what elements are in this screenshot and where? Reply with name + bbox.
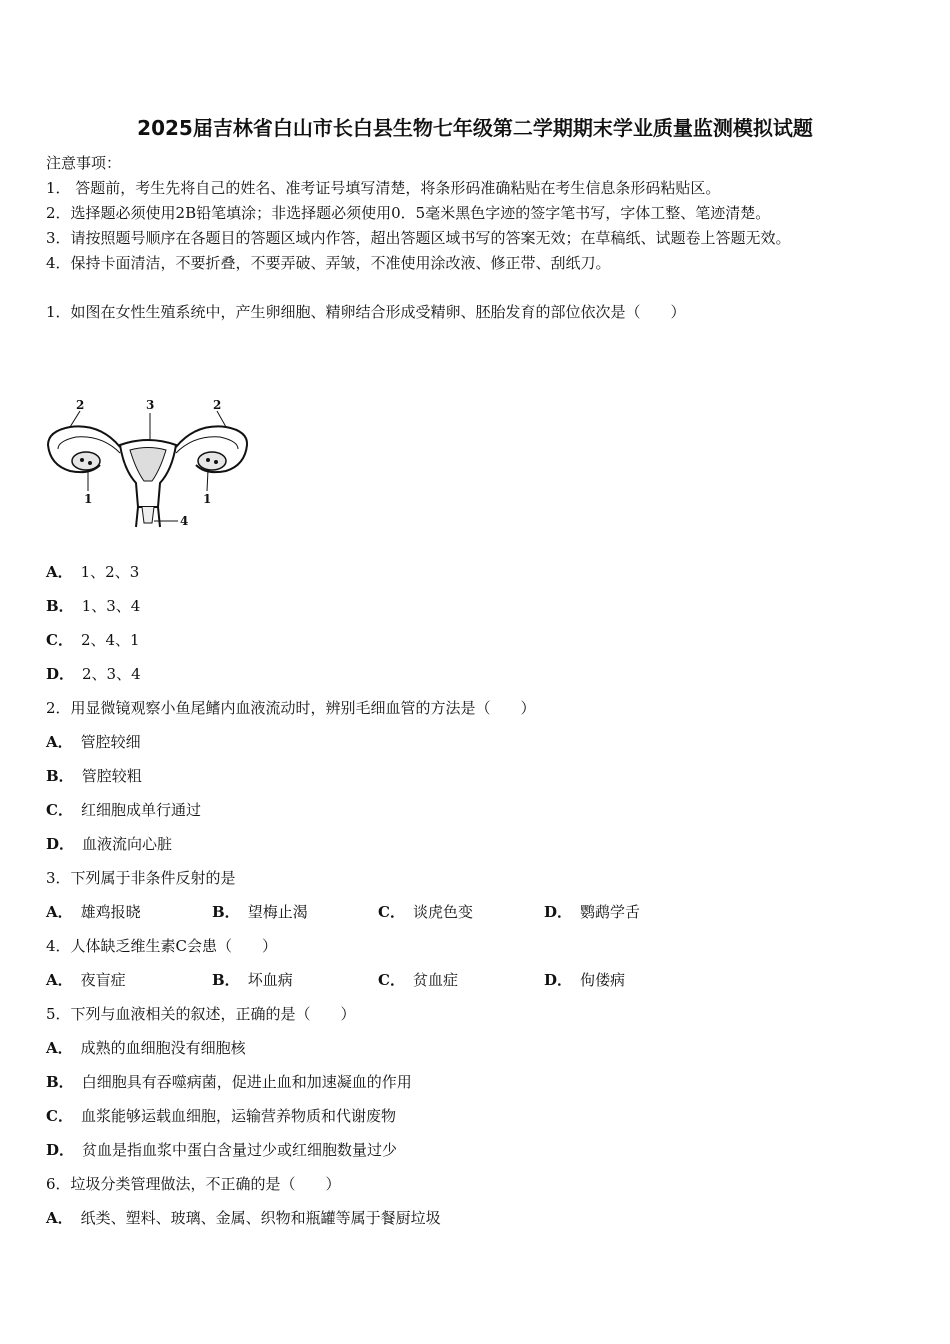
label-1-right: 1: [203, 492, 212, 506]
notice-item: 4．保持卡面清洁，不要折叠，不要弄破、弄皱，不准使用涂改液、修正带、刮纸刀。: [46, 254, 611, 272]
question-stem: 4．人体缺乏维生素C会患（ ）: [46, 937, 278, 955]
option-row: A． 1、2、3: [46, 563, 140, 581]
option-row: A． 夜盲症 B． 坏血病 C． 贫血症 D． 佝偻病: [46, 971, 626, 989]
option-row: A． 管腔较细: [46, 733, 141, 751]
notice-heading: 注意事项：: [46, 154, 122, 172]
option-row: C． 血浆能够运载血细胞，运输营养物质和代谢废物: [46, 1107, 396, 1125]
question-stem: 2．用显微镜观察小鱼尾鳍内血液流动时，辨别毛细血管的方法是（ ）: [46, 699, 536, 717]
option-row: D． 血液流向心脏: [46, 835, 173, 853]
question-stem: 5．下列与血液相关的叙述，正确的是（ ）: [46, 1005, 356, 1023]
notice-item: 2．选择题必须使用2B铅笔填涂；非选择题必须使用0．5毫米黑色字迹的签字笔书写，字体工整、笔迹清楚。: [46, 204, 771, 222]
label-4: 4: [180, 514, 189, 528]
notice-item: 1． 答题前，考生先将自己的姓名、准考证号填写清楚，将条形码准确粘贴在考生信息条形码粘贴区。: [46, 179, 721, 197]
label-2-left: 2: [76, 398, 85, 412]
option-row: B． 白细胞具有吞噬病菌，促进止血和加速凝血的作用: [46, 1073, 412, 1091]
question-stem: 3．下列属于非条件反射的是: [46, 869, 236, 887]
question-stem: 1．如图在女性生殖系统中，产生卵细胞、精卵结合形成受精卵、胚胎发育的部位依次是（ ）: [46, 303, 686, 321]
notice-item: 3．请按照题号顺序在各题目的答题区域内作答，超出答题区域书写的答案无效；在草稿纸、试题卷上答题无效。: [46, 229, 791, 247]
option-row: A． 成熟的血细胞没有细胞核: [46, 1039, 246, 1057]
option-row: C． 红细胞成单行通过: [46, 801, 201, 819]
option-row: C． 2、4、1: [46, 631, 140, 649]
label-2-right: 2: [213, 398, 222, 412]
page-title: 2025届吉林省白山市长白县生物七年级第二学期期末学业质量监测模拟试题: [137, 116, 813, 140]
option-row: A． 雄鸡报晓 B． 望梅止渴 C． 谈虎色变 D． 鹦鹉学舌: [46, 903, 641, 921]
label-1-left: 1: [84, 492, 93, 506]
option-row: B． 管腔较粗: [46, 767, 142, 785]
option-row: B． 1、3、4: [46, 597, 141, 615]
question-stem: 6．垃圾分类管理做法，不正确的是（ ）: [46, 1175, 341, 1193]
option-row: A． 纸类、塑料、玻璃、金属、织物和瓶罐等属于餐厨垃圾: [46, 1209, 441, 1227]
option-row: D． 贫血是指血浆中蛋白含量过少或红细胞数量过少: [46, 1141, 398, 1159]
female-reproductive-system-diagram: [40, 395, 255, 535]
option-row: D． 2、3、4: [46, 665, 141, 683]
label-3: 3: [146, 398, 155, 412]
